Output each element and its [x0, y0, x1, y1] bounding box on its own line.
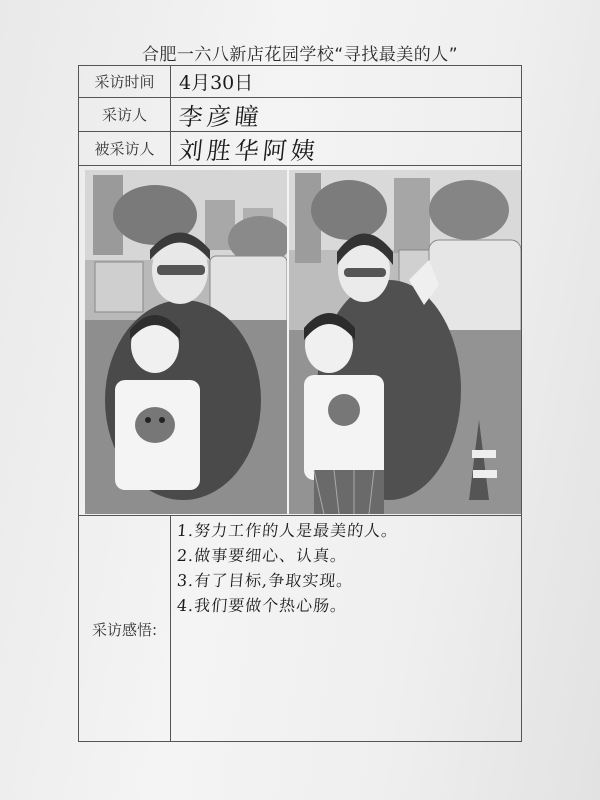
document-title: 合肥一六八新店花园学校“寻找最美的人”: [141, 45, 459, 65]
row-interviewee: [79, 132, 521, 166]
reflection-item: 1.努力工作的人是最美的人。: [176, 521, 400, 540]
label-interviewer: 采访人: [79, 98, 171, 131]
photo-left: [85, 170, 287, 514]
interview-form: [78, 65, 522, 742]
value-interviewer: 李彦瞳: [177, 103, 265, 131]
value-interviewee: 刘胜华阿姨: [177, 137, 321, 165]
photo-section: [79, 166, 521, 516]
value-interview-time: 4月30日: [179, 72, 254, 94]
reflection-list: [177, 518, 398, 618]
reflection-item: 3.有了目标,争取实现。: [176, 571, 355, 590]
label-reflection: 采访感悟:: [79, 516, 171, 742]
label-interview-time: 采访时间: [79, 66, 171, 97]
photo-right: [289, 170, 521, 514]
reflection-item: 2.做事要细心、认真。: [176, 546, 349, 565]
row-interview-time: [79, 66, 521, 98]
label-interviewee: 被采访人: [79, 132, 171, 165]
reflection-section: [79, 516, 521, 742]
reflection-item: 4.我们要做个热心肠。: [176, 596, 349, 615]
row-interviewer: [79, 98, 521, 132]
